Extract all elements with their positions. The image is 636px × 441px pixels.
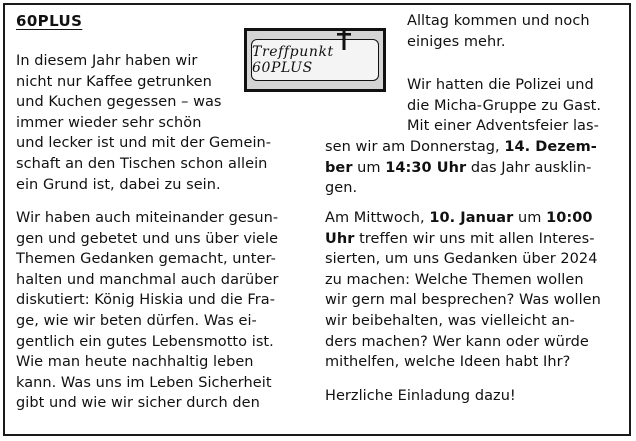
time-bold: 14:30 Uhr <box>385 159 467 176</box>
text-run: das Jahr ausklin- <box>466 159 592 176</box>
text-line: diskutiert: König Hiskia und die Fra- <box>16 292 275 309</box>
text-run: um <box>513 210 547 226</box>
right-paragraph-3 <box>325 208 601 373</box>
text-line: gentlich ein gutes Lebensmotto ist. <box>16 333 274 350</box>
right-paragraph-1 <box>407 11 590 52</box>
text-line <box>325 208 601 229</box>
text-run: um <box>352 159 386 176</box>
text-line: und lecker ist und mit der Gemein- <box>16 135 272 152</box>
text-line: Mit einer Adventsfeier las- <box>407 118 599 135</box>
text-line: einiges mehr. <box>407 33 506 50</box>
text-line <box>325 158 597 179</box>
date-bold: ber <box>325 159 353 176</box>
article-title: 60PLUS <box>16 12 83 30</box>
date-bold: 10. Januar <box>429 210 514 226</box>
right-paragraph-2-continued <box>325 137 597 199</box>
text-line: wir gern mal besprechen? Was wollen <box>325 292 601 309</box>
text-line: nicht nur Kaffee getrunken <box>16 73 212 90</box>
text-run: treffen wir uns mit allen Interes- <box>354 230 595 247</box>
text-run: sen wir am Donnerstag, <box>325 139 505 155</box>
text-line: ge, wie wir beten dürfen. Was ei- <box>16 312 257 329</box>
text-line: zu machen: Welche Themen wollen <box>325 271 584 288</box>
text-line: und Kuchen gegessen – was <box>16 94 222 111</box>
text-line: schaft an den Tischen schon allein <box>16 155 268 172</box>
cross-icon <box>334 28 354 50</box>
text-line: Wir hatten die Polizei und <box>407 77 594 93</box>
text-line: immer wieder sehr schön <box>16 114 202 131</box>
closing-line: Herzliche Einladung dazu! <box>325 388 516 404</box>
text-line: Alltag kommen und noch <box>407 13 590 29</box>
date-bold: 14. Dezem- <box>504 139 597 155</box>
text-line <box>325 229 601 250</box>
text-line <box>325 137 597 158</box>
text-line: ders machen? Wer kann oder würde <box>325 333 589 350</box>
text-line: wir beibehalten, was vielleicht an- <box>325 312 575 329</box>
text-line: Themen Gedanken gemacht, unter- <box>16 251 276 268</box>
time-bold: Uhr <box>325 230 355 247</box>
text-line: kann. Was uns im Leben Sicherheit <box>16 374 272 391</box>
text-line: die Micha-Gruppe zu Gast. <box>407 97 602 114</box>
text-line: gibt und wie wir sicher durch den <box>16 395 260 412</box>
logo-text: Treffpunkt 60PLUS <box>252 44 334 76</box>
text-line: Wie man heute nachhaltig leben <box>16 354 254 371</box>
text-line: halten und manchmal auch darüber <box>16 271 279 288</box>
left-paragraph-2 <box>16 208 279 414</box>
text-line: gen. <box>325 180 358 197</box>
text-line: mithelfen, welche Ideen habt Ihr? <box>325 354 571 371</box>
left-paragraph-1 <box>16 51 271 195</box>
text-line: ein Grund ist, dabei zu sein. <box>16 176 221 193</box>
text-line: In diesem Jahr haben wir <box>16 53 198 69</box>
text-line: sierten, um uns Gedanken über 2024 <box>325 251 598 268</box>
right-paragraph-2 <box>407 75 601 137</box>
text-run: Am Mittwoch, <box>325 210 430 226</box>
time-bold: 10:00 <box>546 210 593 226</box>
text-line: Wir haben auch miteinander gesun- <box>16 210 279 226</box>
text-line: gen und gebetet und uns über viele <box>16 230 279 247</box>
